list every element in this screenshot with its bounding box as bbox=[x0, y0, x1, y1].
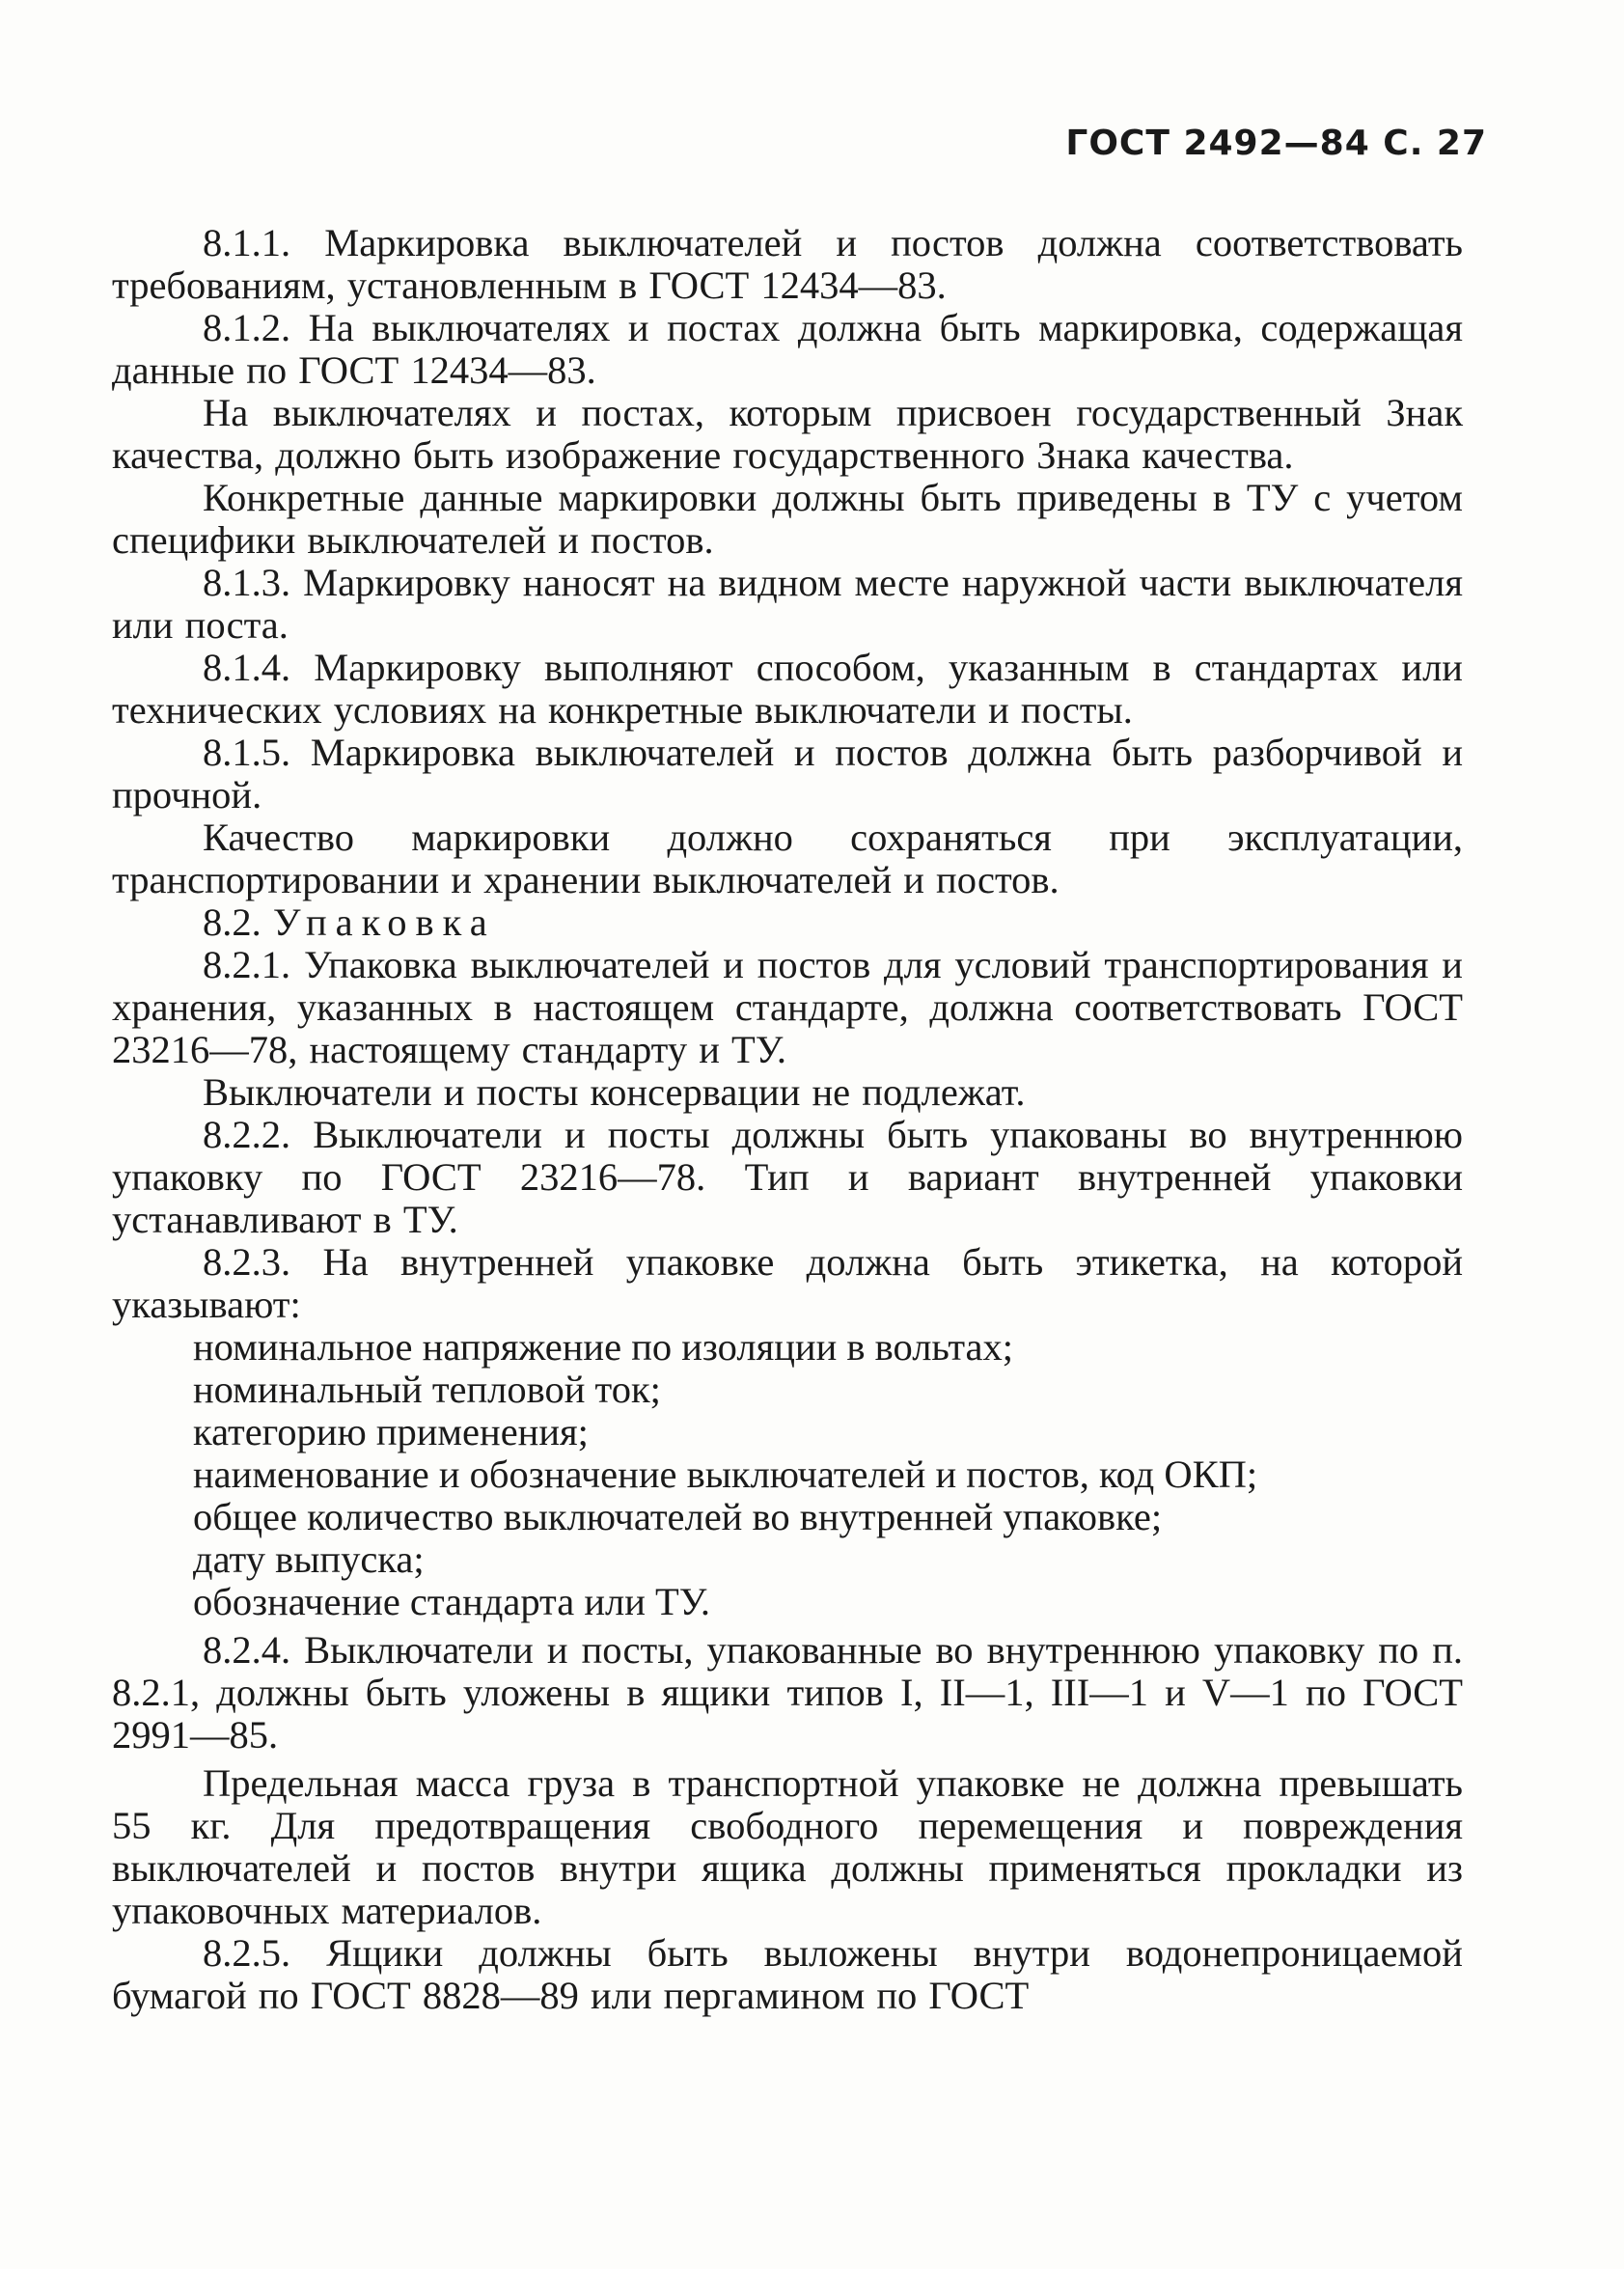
paragraph-no-conservation: Выключатели и посты консервации не подлежат. bbox=[203, 1070, 1026, 1114]
list-item: обозначение стандарта или ТУ. bbox=[193, 1580, 710, 1623]
list-item: наименование и обозначение выключателей и постов, код ОКП; bbox=[193, 1453, 1258, 1496]
paragraph-8-2-1: 8.2.1. Упаковка выключателей и постов для условий транспортирования и хранения, указанных в настоящем стандарте, должна соответствовать ГОСТ 23216—78, настоящему стандарту и ТУ. bbox=[112, 943, 1463, 1071]
paragraph-specific-data: Конкретные данные маркировки должны быть приведены в ТУ с учетом специфики выключателей и постов. bbox=[112, 476, 1463, 562]
paragraph-8-2-2: 8.2.2. Выключатели и посты должны быть упакованы во внутреннюю упаковку по ГОСТ 23216—78. Тип и вариант внутренней упаковки устанавливают в ТУ. bbox=[112, 1113, 1463, 1241]
list-item: категорию применения; bbox=[193, 1410, 589, 1453]
document-body bbox=[112, 222, 1463, 2017]
paragraph-max-mass: Предельная масса груза в транспортной упаковке не должна превышать 55 кг. Для предотвращения свободного перемещения и повреждения выключателей и постов внутри ящика должны применяться прокладки из упаковочных материалов. bbox=[112, 1761, 1463, 1932]
list-item: общее количество выключателей во внутренней упаковке; bbox=[193, 1495, 1163, 1538]
paragraph-quality-mark: На выключателях и постах, которым присвоен государственный Знак качества, должно быть изображение государственного Знака качества. bbox=[112, 391, 1463, 477]
paragraph-8-1-4: 8.1.4. Маркировку выполняют способом, указанным в стандартах или технических условиях на конкретные выключатели и посты. bbox=[112, 646, 1463, 732]
paragraph-8-1-5: 8.1.5. Маркировка выключателей и постов должна быть разборчивой и прочной. bbox=[112, 731, 1463, 816]
paragraph-8-1-2: 8.1.2. На выключателях и постах должна быть маркировка, содержащая данные по ГОСТ 12434—83. bbox=[112, 306, 1463, 392]
list-item: дату выпуска; bbox=[193, 1537, 425, 1581]
paragraph-8-2-5: 8.2.5. Ящики должны быть выложены внутри водонепроницаемой бумагой по ГОСТ 8828—89 или пергамином по ГОСТ bbox=[112, 1931, 1463, 2017]
paragraph-8-1-1: 8.1.1. Маркировка выключателей и постов должна соответствовать требованиям, установленным в ГОСТ 12434—83. bbox=[112, 221, 1463, 307]
paragraph-8-2-3: 8.2.3. На внутренней упаковке должна быть этикетка, на которой указывают: bbox=[112, 1240, 1463, 1326]
section-title: Упаковка bbox=[272, 900, 496, 944]
paragraph-8-2-4: 8.2.4. Выключатели и посты, упакованные во внутреннюю упаковку по п. 8.2.1, должны быть уложены в ящики типов I, II—1, III—1 и V—1 по ГОСТ 2991—85. bbox=[112, 1628, 1463, 1757]
page-header: ГОСТ 2492—84 С. 27 bbox=[1065, 124, 1487, 163]
section-number: 8.2. bbox=[203, 900, 261, 944]
paragraph-8-1-3: 8.1.3. Маркировку наносят на видном месте наружной части выключателя или поста. bbox=[112, 561, 1463, 647]
list-item: номинальное напряжение по изоляции в вольтах; bbox=[193, 1325, 1014, 1369]
paragraph-marking-quality: Качество маркировки должно сохраняться при эксплуатации, транспортировании и хранении выключателей и постов. bbox=[112, 816, 1463, 901]
section-heading-8-2 bbox=[112, 901, 1463, 944]
list-item: номинальный тепловой ток; bbox=[193, 1368, 661, 1411]
